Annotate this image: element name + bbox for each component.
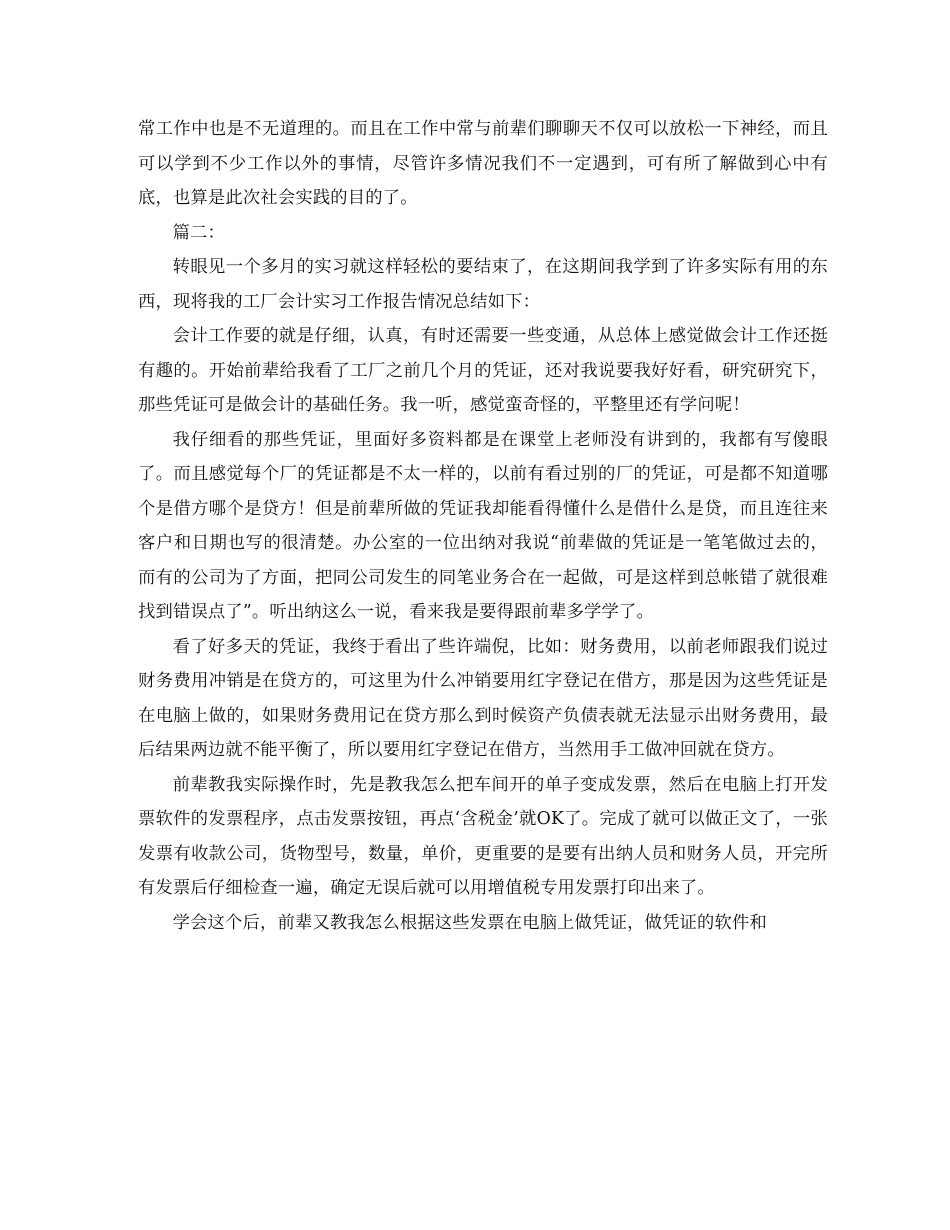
paragraph: 我仔细看的那些凭证，里面好多资料都是在课堂上老师没有讲到的，我都有写傻眼了。而且感觉每个厂的凭证都是不太一样的，以前有看过别的厂的凭证，可是都不知道哪个是借方哪个是贷方！但是前辈所做的凭证我却能看得懂什么是借什么是贷，而且连往来客户和日期也写的很清楚。办公室的一位出纳对我说“前辈做的凭证是一笔笔做过去的，而有的公司为了方面，把同公司发生的同笔业务合在一起做，可是这样到总帐错了就很难找到错误点了”。听出纳这么一说，看来我是要得跟前辈多学学了。 <box>138 429 828 622</box>
paragraph: 前辈教我实际操作时，先是教我怎么把车间开的单子变成发票，然后在电脑上打开发票软件的发票程序，点击发票按钮，再点‘含税金’就OK了。完成了就可以做正文了，一张发票有收款公司，货物型号，数量，单价，更重要的是要有出纳人员和财务人员，开完所有发票后仔细检查一遍，确定无误后就可以用增值税专用发票打印出来了。 <box>138 774 828 898</box>
paragraph: 转眼见一个多月的实习就这样轻松的要结束了，在这期间我学到了许多实际有用的东西，现将我的工厂会计实习工作报告情况总结如下： <box>138 257 828 312</box>
paragraph: 看了好多天的凭证，我终于看出了些许端倪，比如：财务费用，以前老师跟我们说过财务费用冲销是在贷方的，可这里为什么冲销要用红字登记在借方，那是因为这些凭证是在电脑上做的，如果财务费用记在贷方那么到时候资产负债表就无法显示出财务费用，最后结果两边就不能平衡了，所以要用红字登记在借方，当然用手工做冲回就在贷方。 <box>138 636 828 760</box>
paragraph: 常工作中也是不无道理的。而且在工作中常与前辈们聊聊天不仅可以放松一下神经，而且可以学到不少工作以外的事情，尽管许多情况我们不一定遇到，可有所了解做到心中有底，也算是此次社会实践的目的了。 <box>138 119 828 208</box>
paragraph: 会计工作要的就是仔细，认真，有时还需要一些变通，从总体上感觉做会计工作还挺有趣的。开始前辈给我看了工厂之前几个月的凭证，还对我说要我好好看，研究研究下，那些凭证可是做会计的基础任务。我一听，感觉蛮奇怪的，平整里还有学问呢！ <box>138 326 828 415</box>
section-heading: 篇二： <box>172 222 226 243</box>
paragraph: 学会这个后，前辈又教我怎么根据这些发票在电脑上做凭证，做凭证的软件和 <box>172 912 767 933</box>
document-body <box>138 112 828 940</box>
